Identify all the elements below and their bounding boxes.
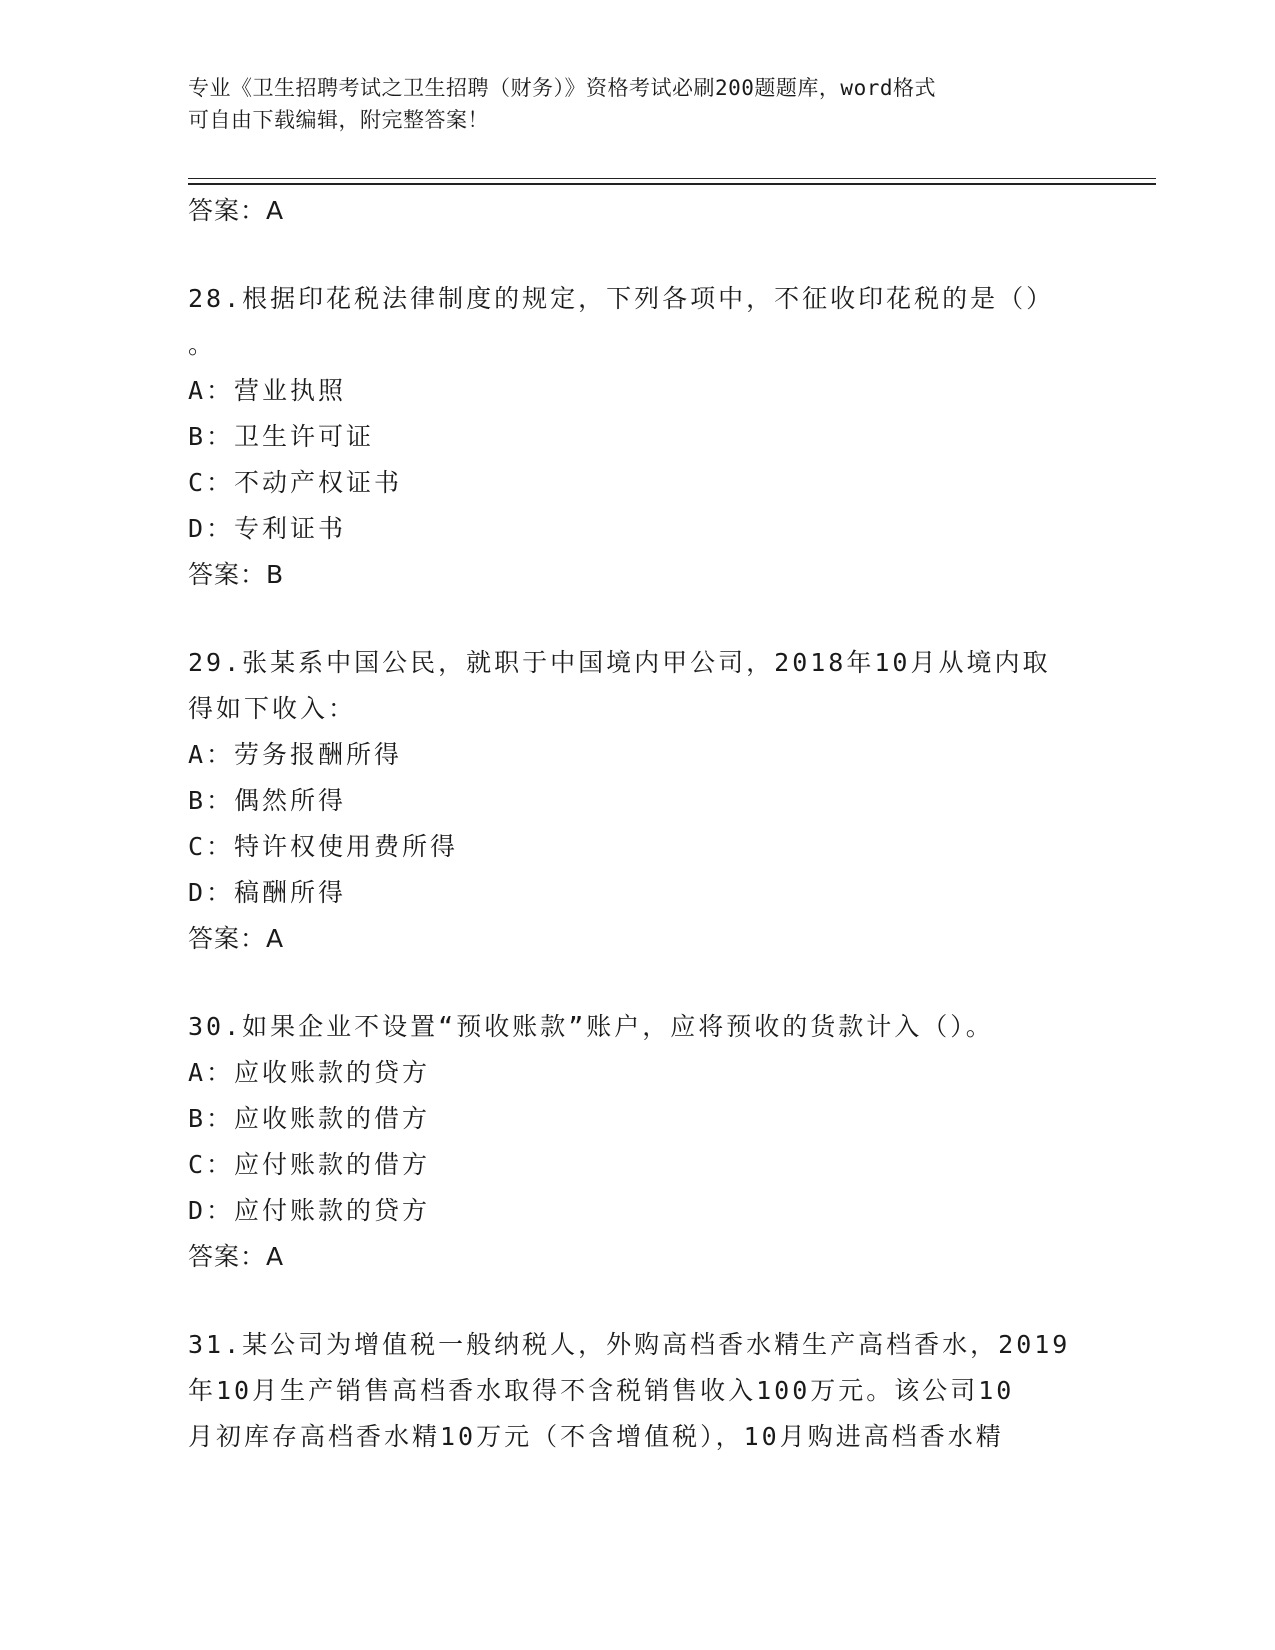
header-divider-thick	[188, 183, 1156, 185]
header-line-1: 专业《卫生招聘考试之卫生招聘（财务）》资格考试必刷200题题库，word格式	[188, 76, 936, 100]
header-line-2: 可自由下载编辑，附完整答案！	[188, 108, 489, 132]
option-c: C：不动产权证书	[188, 468, 403, 497]
question-block-30	[188, 1004, 1088, 1280]
option-c: C：应付账款的借方	[188, 1150, 431, 1179]
question-text-line: 28.根据印花税法律制度的规定，下列各项中，不征收印花税的是（）	[188, 284, 1055, 313]
question-text-line: 。	[188, 330, 217, 359]
spacer	[188, 1280, 1088, 1322]
header-divider-thin	[188, 178, 1156, 179]
spacer	[188, 598, 1088, 640]
option-d: D：专利证书	[188, 514, 347, 543]
answer-line: 答案：A	[188, 196, 285, 225]
answer-line: 答案：A	[188, 1242, 285, 1271]
spacer	[188, 234, 1088, 276]
option-a: A：劳务报酬所得	[188, 740, 403, 769]
spacer	[188, 962, 1088, 1004]
question-text-line: 月初库存高档香水精10万元（不含增值税），10月购进高档香水精	[188, 1422, 1004, 1451]
answer-line: 答案：B	[188, 560, 285, 589]
question-block-29	[188, 640, 1088, 962]
option-b: B：卫生许可证	[188, 422, 375, 451]
option-d: D：稿酬所得	[188, 878, 347, 907]
question-text-line: 31.某公司为增值税一般纳税人，外购高档香水精生产高档香水，2019	[188, 1330, 1071, 1359]
option-c: C：特许权使用费所得	[188, 832, 459, 861]
question-text-line: 30.如果企业不设置“预收账款”账户，应将预收的货款计入（）。	[188, 1012, 994, 1041]
question-block-28	[188, 276, 1088, 598]
question-text-line: 年10月生产销售高档香水取得不含税销售收入100万元。该公司10	[188, 1376, 1015, 1405]
document-header	[188, 72, 1068, 136]
option-b: B：偶然所得	[188, 786, 347, 815]
option-d: D：应付账款的贷方	[188, 1196, 431, 1225]
question-text-line: 得如下收入：	[188, 694, 357, 723]
option-a: A：营业执照	[188, 376, 347, 405]
question-content	[188, 188, 1088, 1460]
question-block-31	[188, 1322, 1088, 1460]
option-b: B：应收账款的借方	[188, 1104, 431, 1133]
answer-line: 答案：A	[188, 924, 285, 953]
question-text-line: 29.张某系中国公民，就职于中国境内甲公司，2018年10月从境内取	[188, 648, 1051, 677]
option-a: A：应收账款的贷方	[188, 1058, 431, 1087]
